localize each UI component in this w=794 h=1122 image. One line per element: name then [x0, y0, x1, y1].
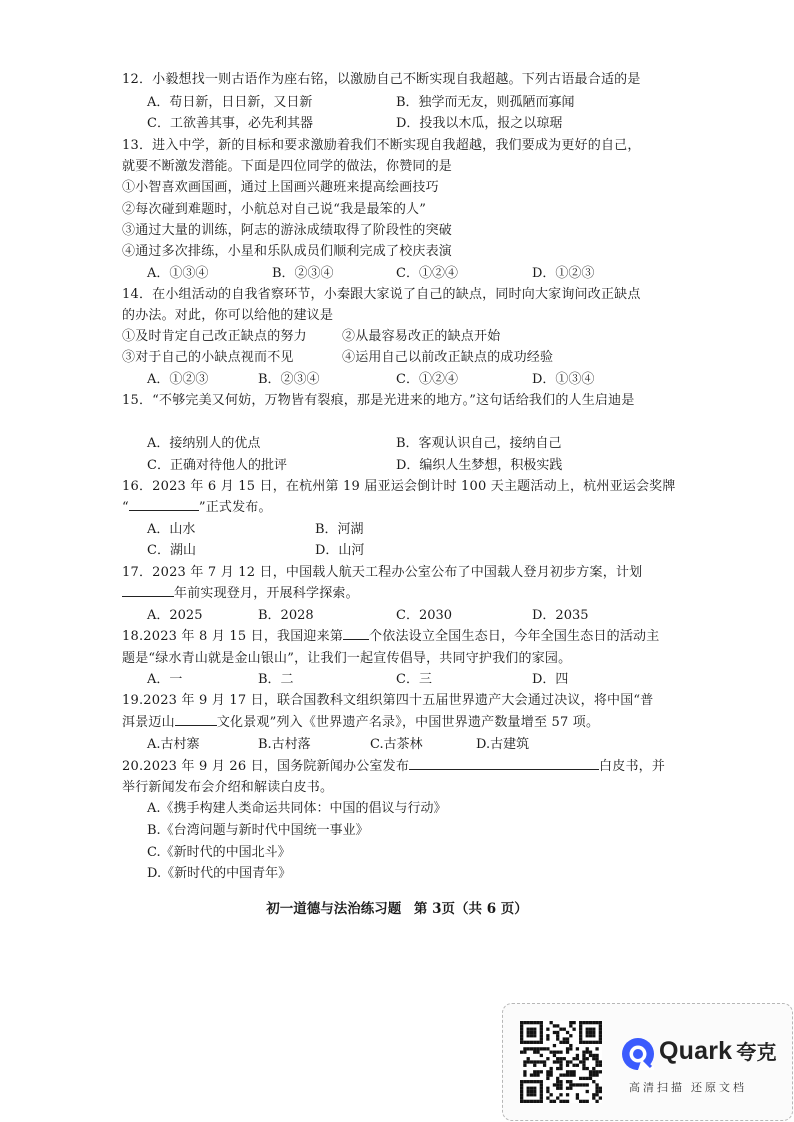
q20-stem-tail: 白皮书，并 — [599, 759, 666, 774]
q13-statement-3: ③通过大量的训练，阿志的游泳成绩取得了阶段性的突破 — [122, 223, 453, 238]
q14-statement-1: ①及时肯定自己改正缺点的努力 — [122, 329, 307, 344]
q16-stem-tail: ”正式发布。 — [198, 500, 272, 515]
q13-option-c: C．①②④ — [396, 266, 458, 281]
q12-option-d: D．投我以木瓜，报之以琼琚 — [396, 116, 563, 131]
q16-option-b: B．河湖 — [315, 522, 364, 537]
q13-option-d: D．①②③ — [532, 266, 595, 281]
q14-stem-line2: 的办法。对此，你可以给他的建议是 — [122, 308, 334, 323]
q13-statement-4: ④通过多次排练，小星和乐队成员们顺利完成了校庆表演 — [122, 244, 453, 259]
q17-option-b: B．2028 — [258, 608, 314, 623]
q16-stem-line2 — [122, 496, 272, 515]
q14-option-a: A．①②③ — [147, 372, 209, 387]
q14-statement-4: ④运用自己以前改正缺点的成功经验 — [342, 350, 554, 365]
q13-option-a: A．①③④ — [147, 266, 209, 281]
q19-option-b: B.古村落 — [258, 737, 311, 752]
q18-stem-tail: 个依法设立全国生态日，今年全国生态日的活动主 — [369, 629, 660, 644]
q15-option-d: D．编织人生梦想，积极实践 — [396, 458, 563, 473]
q17-option-a: A．2025 — [147, 608, 203, 623]
q18-stem-line2: 题是“绿水青山就是金山银山”，让我们一起宣传倡导，共同守护我们的家园。 — [122, 651, 572, 666]
q15-option-a: A．接纳别人的优点 — [147, 436, 261, 451]
q18-option-a: A．一 — [147, 672, 183, 687]
quark-logo-icon — [621, 1037, 655, 1071]
q13-stem-line1: 13．进入中学，新的目标和要求激励着我们不断实现自我超越，我们要成为更好的自己， — [122, 138, 641, 153]
footer-page-number: 第 3页（共 6 页） — [413, 901, 528, 917]
q14-statement-2: ②从最容易改正的缺点开始 — [342, 329, 501, 344]
q20-stem-line1 — [122, 755, 665, 774]
q17-option-c: C．2030 — [396, 608, 453, 623]
q18-option-b: B．二 — [258, 672, 294, 687]
q19-option-d: D.古建筑 — [476, 737, 530, 752]
q14-option-c: C．①②④ — [396, 372, 458, 387]
q19-stem-head: 洱景迈山 — [122, 715, 175, 730]
q13-stem-line2: 就要不断激发潜能。下面是四位同学的做法，你赞同的是 — [122, 159, 453, 174]
q12-option-b: B．独学而无友，则孤陋而寡闻 — [396, 95, 575, 110]
q18-answer-blank — [343, 625, 369, 640]
q20-option-a: A.《携手构建人类命运共同体：中国的倡议与行动》 — [147, 801, 447, 816]
quark-slogan: 高清扫描 还原文档 — [629, 1082, 748, 1094]
q19-answer-blank — [175, 711, 217, 726]
q16-answer-blank — [129, 496, 199, 511]
q18-stem-head: 18.2023 年 8 月 15 日，我国迎来第 — [122, 629, 344, 644]
q17-answer-blank — [122, 582, 174, 597]
q14-option-b: B．②③④ — [258, 372, 320, 387]
q13-statement-1: ①小智喜欢画国画，通过上国画兴趣班来提高绘画技巧 — [122, 180, 439, 195]
quark-brand-cn: 夸克 — [736, 1042, 777, 1064]
q13-option-b: B．②③④ — [272, 266, 334, 281]
q16-open-quote: “ — [122, 500, 129, 515]
q17-stem-line1: 17．2023 年 7 月 12 日，中国载人航天工程办公室公布了中国载人登月初步方案，计划 — [122, 565, 643, 580]
q17-option-d: D．2035 — [532, 608, 589, 623]
q18-option-c: C．三 — [396, 672, 432, 687]
q19-option-c: C.古茶林 — [370, 737, 423, 752]
q17-stem-line2 — [122, 582, 359, 601]
footer-title: 初一道德与法治练习题 — [266, 901, 402, 917]
q18-stem-line1 — [122, 625, 659, 644]
page-footer — [0, 897, 794, 917]
q20-stem-head: 20.2023 年 9 月 26 日，国务院新闻办公室发布 — [122, 759, 410, 774]
quark-watermark — [502, 1003, 793, 1121]
q20-option-b: B.《台湾问题与新时代中国统一事业》 — [147, 823, 369, 838]
q12-stem: 12．小毅想找一则古语作为座右铭，以激励自己不断实现自我超越。下列古语最合适的是 — [122, 72, 641, 87]
qr-code-icon — [520, 1021, 602, 1103]
q16-option-d: D．山河 — [315, 543, 365, 558]
q16-option-a: A．山水 — [147, 522, 196, 537]
q19-option-a: A.古村寨 — [147, 737, 200, 752]
q12-option-c: C．工欲善其事，必先利其器 — [147, 116, 313, 131]
q20-stem-line2: 举行新闻发布会介绍和解读白皮书。 — [122, 780, 334, 795]
q18-option-d: D．四 — [532, 672, 569, 687]
q14-stem-line1: 14．在小组活动的自我省察环节，小秦跟大家说了自己的缺点，同时向大家询问改正缺点 — [122, 287, 641, 302]
q15-option-c: C．正确对待他人的批评 — [147, 458, 287, 473]
q16-stem-line1: 16．2023 年 6 月 15 日，在杭州第 19 届亚运会倒计时 100 天主题活动上，杭州亚运会奖牌 — [122, 479, 676, 494]
q19-stem-line1: 19.2023 年 9 月 17 日，联合国教科文组织第四十五届世界遗产大会通过决议，将中国“普 — [122, 693, 654, 708]
q14-option-d: D．①③④ — [532, 372, 595, 387]
q20-answer-blank — [409, 755, 599, 770]
q13-statement-2: ②每次碰到难题时，小航总对自己说“我是最笨的人” — [122, 202, 427, 217]
q15-stem: 15．“不够完美又何妨，万物皆有裂痕，那是光进来的地方。”这句话给我们的人生启迪是 — [122, 393, 635, 408]
q19-stem-tail: 文化景观”列入《世界遗产名录》，中国世界遗产数量增至 57 项。 — [216, 715, 600, 730]
q12-option-a: A．苟日新，日日新，又日新 — [147, 95, 313, 110]
q14-statement-3: ③对于自己的小缺点视而不见 — [122, 350, 294, 365]
q20-option-d: D.《新时代的中国青年》 — [147, 866, 292, 881]
quark-brand-en: Quark — [659, 1037, 733, 1065]
q17-stem-tail: 年前实现登月，开展科学探索。 — [174, 586, 359, 601]
q16-option-c: C．湖山 — [147, 543, 196, 558]
quark-brand — [659, 1036, 777, 1066]
q20-option-c: C.《新时代的中国北斗》 — [147, 845, 291, 860]
q15-option-b: B．客观认识自己，接纳自己 — [396, 436, 562, 451]
q19-stem-line2 — [122, 711, 599, 730]
